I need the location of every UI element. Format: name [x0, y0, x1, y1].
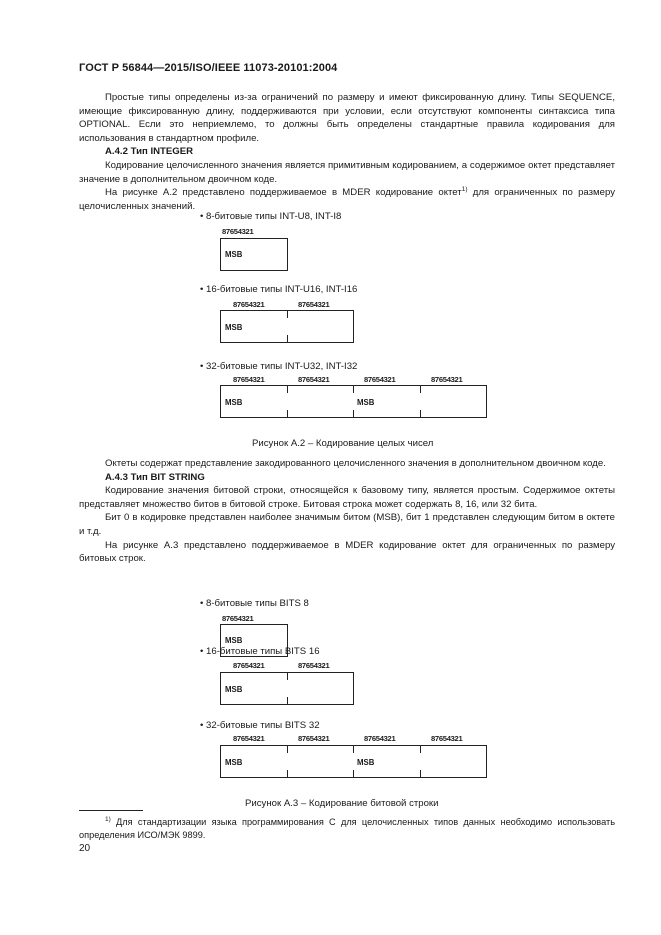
msb-label: MSB: [225, 758, 243, 767]
fig-a3-bits-16-1: 87654321: [298, 661, 330, 670]
fig-a2-caption: Рисунок А.2 – Кодирование целых чисел: [252, 438, 434, 449]
fig-a3-octet-box-16: [220, 672, 354, 705]
intro-block: [79, 91, 615, 213]
fig-a3-caption: Рисунок А.3 – Кодирование битовой строки: [245, 798, 439, 809]
footnote-text: [79, 816, 615, 841]
fig-a2-bits-16-0: 87654321: [233, 300, 265, 309]
fig-a3-bullet-16: • 16-битовые типы BITS 16: [200, 646, 320, 657]
fig-a3-bullet-32: • 32-битовые типы BITS 32: [200, 720, 320, 731]
msb-label: MSB: [357, 398, 375, 407]
octet-divider: [353, 410, 354, 417]
fig-a3-octet-box-32: [220, 745, 487, 778]
fig-a3-bits-32-2: 87654321: [364, 734, 396, 743]
msb-label: MSB: [225, 685, 243, 694]
fig-a2-octet-box-8: [220, 238, 288, 271]
integer-paragraph-2-tail: для ограниченных по размеру целочисленных значений.: [79, 187, 616, 212]
fig-a2-bullet-32: • 32-битовые типы INT-U32, INT-I32: [200, 361, 358, 372]
integer-paragraph-2-text: На рисунке А.2 представлено поддерживаемое в MDER кодирование октет: [105, 187, 462, 199]
msb-label: MSB: [225, 636, 243, 645]
octet-divider: [353, 386, 354, 393]
octet-divider: [420, 770, 421, 777]
fig-a2-bits-32-1: 87654321: [298, 375, 330, 384]
integer-paragraph-1: Кодирование целочисленного значения является примитивным кодированием, а содержимое октет представляет значение в дополнительном двоичном коде.: [79, 159, 615, 185]
fig-a3-bits-32-1: 87654321: [298, 734, 330, 743]
fig-a2-bits-32-0: 87654321: [233, 375, 265, 384]
fig-a3-bits-16-0: 87654321: [233, 661, 265, 670]
fig-a3-bits-32-0: 87654321: [233, 734, 265, 743]
octet-divider: [287, 410, 288, 417]
fig-a3-bits-8-0: 87654321: [222, 614, 254, 623]
msb-label: MSB: [357, 758, 375, 767]
octet-divider: [287, 673, 288, 680]
fig-a2-bits-32-2: 87654321: [364, 375, 396, 384]
msb-label: MSB: [225, 323, 243, 332]
footnote-ref: 1): [461, 185, 468, 193]
fig-a2-bullet-8: • 8-битовые типы INT-U8, INT-I8: [200, 211, 342, 222]
section-heading-bitstring: А.4.3 Тип BIT STRING: [105, 471, 205, 483]
octet-divider: [353, 746, 354, 753]
bitstring-paragraph-3: На рисунке А.3 представлено поддерживаемое в MDER кодирование октет для ограниченных по размеру битовых строк.: [79, 539, 615, 565]
fig-a2-bits-32-3: 87654321: [431, 375, 463, 384]
bitstring-paragraph-1: Кодирование значения битовой строки, относящейся к базовому типу, является простым. Содержимое октеты представляет множество битов в битовой строке. Битовая строка может содержать 8, 16, или 32 бита.: [79, 485, 615, 510]
intro-paragraph: Простые типы определены из-за ограничений по размеру и имеют фиксированную длину. Типы SEQUENCE, имеющие фиксированную длину, поддерживаются при условии, если отсутствуют компоненты синтаксиса типа OPTIONAL. Если это неприемлемо, то должны быть определены стандартные правила кодирования для использования в стандартном профиле.: [79, 92, 615, 144]
fig-a3-bullet-8: • 8-битовые типы BITS 8: [200, 598, 309, 609]
octet-divider: [287, 746, 288, 753]
fig-a2-octet-box-16: [220, 310, 354, 343]
octet-divider: [287, 335, 288, 342]
footnote-marker: 1): [105, 815, 111, 823]
fig-a3-bits-32-3: 87654321: [431, 734, 463, 743]
document-header: ГОСТ Р 56844—2015/ISO/IEEE 11073-20101:2004: [79, 62, 338, 74]
octet-divider: [353, 770, 354, 777]
msb-label: MSB: [225, 250, 243, 259]
fig-a2-bits-16-1: 87654321: [298, 300, 330, 309]
bitstring-block: [79, 457, 615, 566]
fig-a2-bits-8-0: 87654321: [222, 227, 254, 236]
fig-a2-bullet-16: • 16-битовые типы INT-U16, INT-I16: [200, 284, 358, 295]
msb-label: MSB: [225, 398, 243, 407]
octet-divider: [287, 386, 288, 393]
footnote-divider: [79, 810, 143, 811]
footnote-body: Для стандартизации языка программирования С для целочисленных типов данных необходимо использовать определения ИСО/МЭК 9899.: [79, 817, 615, 840]
octet-divider: [420, 746, 421, 753]
bitstring-paragraph-2: Бит 0 в кодировке представлен наиболее значимым битом (MSB), бит 1 представлен следующим битом в октете и т.д.: [79, 512, 615, 537]
fig-a2-octet-box-32: [220, 385, 487, 418]
octet-divider: [420, 410, 421, 417]
integer-paragraph-2: [79, 186, 615, 213]
after-a2-paragraph: Октеты содержат представление закодированного целочисленного значения в дополнительном двоичном коде.: [105, 458, 606, 469]
page-number: 20: [79, 843, 91, 854]
footnote: [79, 816, 615, 841]
octet-divider: [287, 697, 288, 704]
octet-divider: [287, 311, 288, 318]
section-heading-integer: А.4.2 Тип INTEGER: [105, 146, 194, 158]
octet-divider: [420, 386, 421, 393]
octet-divider: [287, 770, 288, 777]
